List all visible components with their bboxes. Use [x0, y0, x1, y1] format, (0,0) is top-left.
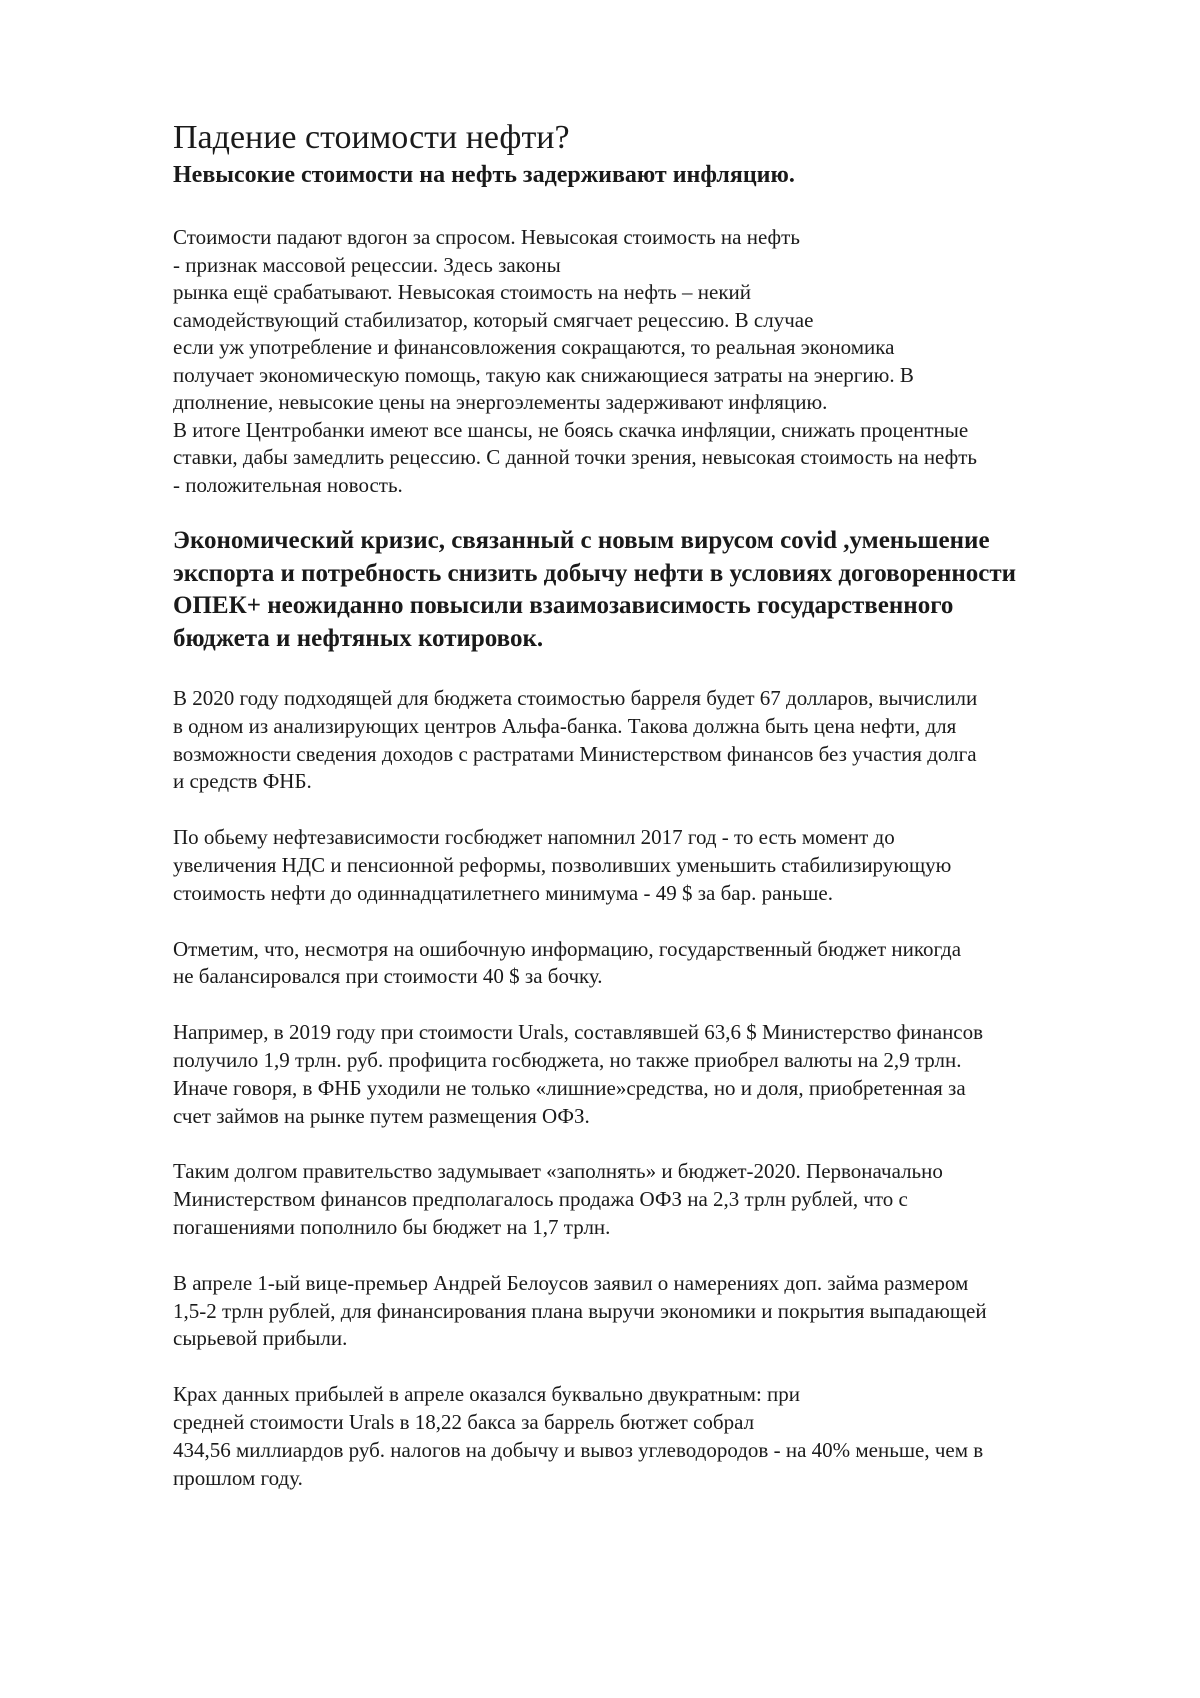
text-line: стоимость нефти до одиннадцатилетнего минимума - 49 $ за бар. раньше. [173, 880, 833, 905]
section-heading [173, 525, 1133, 655]
text-line: - положительная новость. [173, 472, 403, 497]
text-line: Иначе говоря, в ФНБ уходили не только «лишние»средства, но и доля, приобретенная за [173, 1075, 966, 1100]
heading-line: экспорта и потребность снизить добычу нефти в условиях договоренности [173, 559, 1017, 587]
heading-line: бюджета и нефтяных котировок. [173, 624, 544, 652]
text-line: По обьему нефтезависимости госбюджет напомнил 2017 год - то есть момент до [173, 825, 895, 850]
text-line: прошлом году. [173, 1465, 303, 1490]
text-line: Отметим, что, несмотря на ошибочную информацию, государственный бюджет никогда [173, 936, 962, 961]
paragraph-revenue-collapse [173, 1381, 1133, 1492]
text-line: сырьевой прибыли. [173, 1326, 348, 1351]
paragraph-belousov [173, 1270, 1133, 1353]
text-line: средней стоимости Urals в 18,22 бакса за баррель бютжет собрал [173, 1409, 755, 1434]
text-line: 1,5-2 трлн рублей, для финансирования плана выручи экономики и покрытия выпадающей [173, 1298, 987, 1323]
text-line: получило 1,9 трлн. руб. профицита госбюджета, но также приобрел валюты на 2,9 трлн. [173, 1047, 962, 1072]
text-line: 434,56 миллиардов руб. налогов на добычу и вывоз углеводородов - на 40% меньше, чем в [173, 1437, 984, 1462]
text-line: и средств ФНБ. [173, 769, 312, 794]
text-line: увеличения НДС и пенсионной реформы, позволивших уменьшить стабилизирующую [173, 852, 952, 877]
paragraph-misinformation [173, 936, 1133, 992]
paragraph-budget-2020 [173, 685, 1133, 796]
text-line: В апреле 1-ый вице-премьер Андрей Белоусов заявил о намерениях доп. займа размером [173, 1270, 969, 1295]
document-page [173, 118, 1133, 1492]
text-line: Например, в 2019 году при стоимости Urals, составлявшей 63,6 $ Министерство финансов [173, 1020, 984, 1045]
heading-line: Экономический кризис, связанный с новым вирусом covid ,уменьшение [173, 527, 990, 554]
paragraph-2019-example [173, 1019, 1133, 1130]
document-subtitle: Невысокие стоимости на нефть задерживают инфляцию. [173, 162, 795, 188]
text-line: В 2020 году подходящей для бюджета стоимостью барреля будет 67 долларов, вычислили [173, 686, 978, 710]
text-line: Стоимости падают вдогон за спросом. Невысокая стоимость на нефть [173, 225, 800, 249]
text-line: ставки, дабы замедлить рецессию. С данной точки зрения, невысокая стоимость на нефть [173, 445, 977, 469]
text-line: рынка ещё срабатывают. Невысокая стоимость на нефть – некий [173, 280, 751, 304]
intro-paragraph [173, 224, 1133, 499]
text-line: не балансировался при стоимости 40 $ за бочку. [173, 964, 603, 989]
text-line: дполнение, невысокие цены на энергоэлементы задерживают инфляцию. [173, 390, 828, 414]
text-line: - признак массовой рецессии. Здесь законы [173, 252, 561, 277]
text-line: Министерством финансов предполагалось продажа ОФЗ на 2,3 трлн рублей, что с [173, 1187, 908, 1212]
text-line: самодействующий стабилизатор, который смягчает рецессию. В случае [173, 307, 814, 332]
text-line: получает экономическую помощь, такую как снижающиеся затраты на энергию. В [173, 362, 914, 387]
text-line: возможности сведения доходов с растратами Министерством финансов без участия долга [173, 741, 977, 766]
text-line: погашениями пополнило бы бюджет на 1,7 трлн. [173, 1214, 611, 1239]
text-line: В итоге Центробанки имеют все шансы, не боясь скачка инфляции, снижать процентные [173, 417, 969, 442]
text-line: если уж употребление и финансовложения сокращаются, то реальная экономика [173, 335, 895, 359]
text-line: Крах данных прибылей в апреле оказался буквально двукратным: при [173, 1382, 801, 1407]
paragraph-budget-debt [173, 1158, 1133, 1241]
heading-line: ОПЕК+ неожиданно повысили взаимозависимость государственного [173, 592, 954, 619]
text-line: Таким долгом правительство задумывает «заполнять» и бюджет-2020. Первоначально [173, 1159, 943, 1184]
document-title: Падение стоимости нефти? [173, 119, 570, 156]
text-line: счет займов на рынке путем размещения ОФЗ. [173, 1103, 590, 1128]
text-line: в одном из анализирующих центров Альфа-банка. Такова должна быть цена нефти, для [173, 713, 957, 738]
paragraph-oil-dependence [173, 824, 1133, 907]
